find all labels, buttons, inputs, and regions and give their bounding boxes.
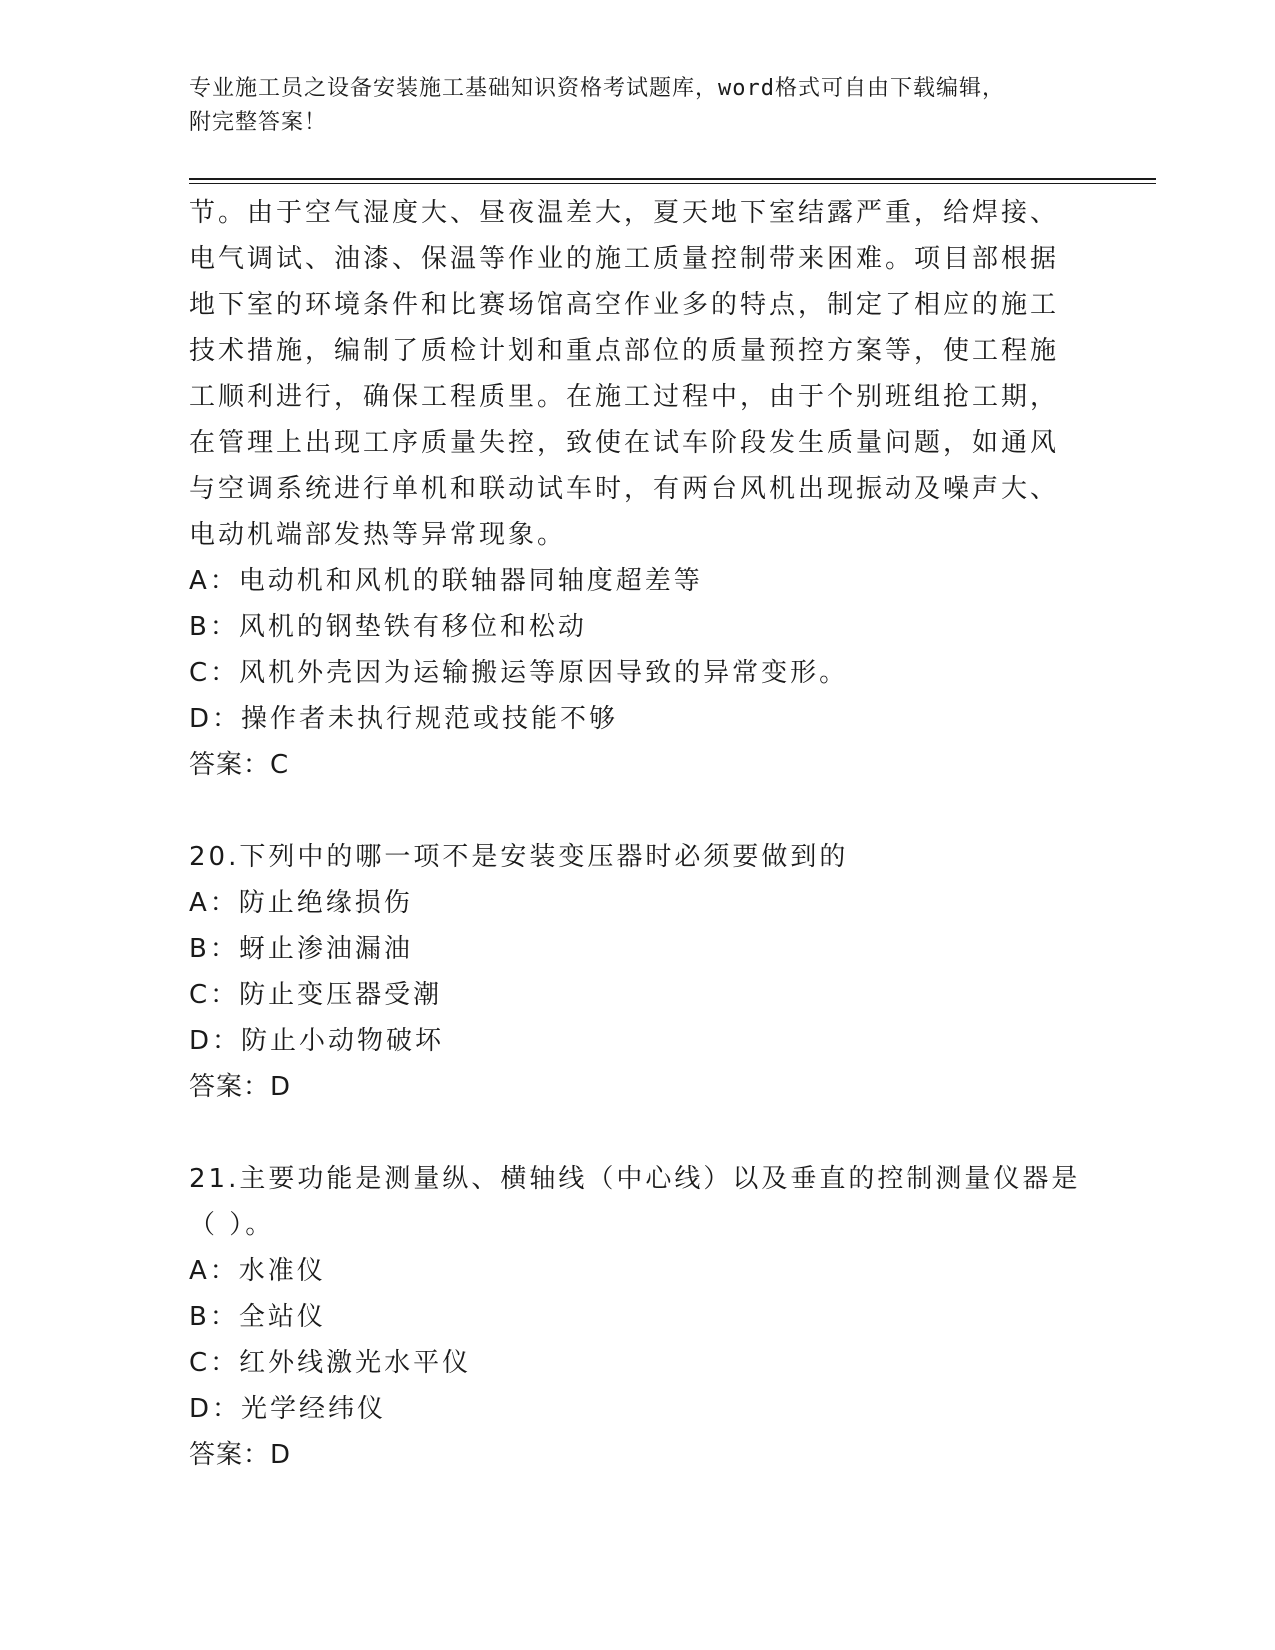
document-body [189, 190, 1089, 1478]
question-stem-line: （ ）。 [189, 1210, 275, 1240]
question-stem-line: 节。由于空气湿度大、昼夜温差大，夏天地下室结露严重，给焊接、 [189, 198, 1060, 228]
question-stem-line: 电动机端部发热等异常现象。 [189, 520, 567, 550]
question-19 [189, 190, 1089, 788]
option-a: A：水准仪 [189, 1256, 326, 1286]
option-c: C：风机外壳因为运输搬运等原因导致的异常变形。 [189, 658, 849, 688]
question-stem-line: 与空调系统进行单机和联动试车时，有两台风机出现振动及噪声大、 [189, 474, 1060, 504]
spacer [189, 1110, 1089, 1156]
header-title-line-2: 附完整答案！ [189, 110, 328, 135]
header-divider-thin [189, 183, 1156, 184]
option-a: A：防止绝缘损伤 [189, 888, 413, 918]
option-b: B：风机的钢垫铁有移位和松动 [189, 612, 587, 642]
question-20 [189, 834, 1089, 1110]
question-21 [189, 1156, 1089, 1478]
header-title-line-1: 专业施工员之设备安装施工基础知识资格考试题库，word格式可自由下载编辑， [189, 76, 1005, 101]
option-b: B：蚜止渗油漏油 [189, 934, 413, 964]
spacer [189, 788, 1089, 834]
option-a: A：电动机和风机的联轴器同轴度超差等 [189, 566, 703, 596]
question-stem-line: 21.主要功能是测量纵、横轴线（中心线）以及垂直的控制测量仪器是 [189, 1164, 1081, 1194]
answer-line: 答案：D [189, 1440, 292, 1470]
question-stem-line: 地下室的环境条件和比赛场馆高空作业多的特点，制定了相应的施工 [189, 290, 1060, 320]
question-stem-line: 工顺利进行，确保工程质里。在施工过程中，由于个别班组抢工期， [189, 382, 1060, 412]
document-header [189, 72, 1069, 140]
option-c: C：红外线激光水平仪 [189, 1348, 472, 1378]
option-b: B：全站仪 [189, 1302, 326, 1332]
question-stem-line: 在管理上出现工序质量失控，致使在试车阶段发生质量问题，如通风 [189, 428, 1060, 458]
question-stem-line: 20.下列中的哪一项不是安装变压器时必须要做到的 [189, 842, 849, 872]
option-c: C：防止变压器受潮 [189, 980, 443, 1010]
answer-line: 答案：C [189, 750, 290, 780]
option-d: D：防止小动物破坏 [189, 1026, 445, 1056]
option-d: D：操作者未执行规范或技能不够 [189, 704, 619, 734]
option-d: D：光学经纬仪 [189, 1394, 387, 1424]
question-stem-line: 技术措施，编制了质检计划和重点部位的质量预控方案等，使工程施 [189, 336, 1060, 366]
question-stem-line: 电气调试、油漆、保温等作业的施工质量控制带来困难。项目部根据 [189, 244, 1060, 274]
header-divider-thick [189, 178, 1156, 180]
answer-line: 答案：D [189, 1072, 292, 1102]
